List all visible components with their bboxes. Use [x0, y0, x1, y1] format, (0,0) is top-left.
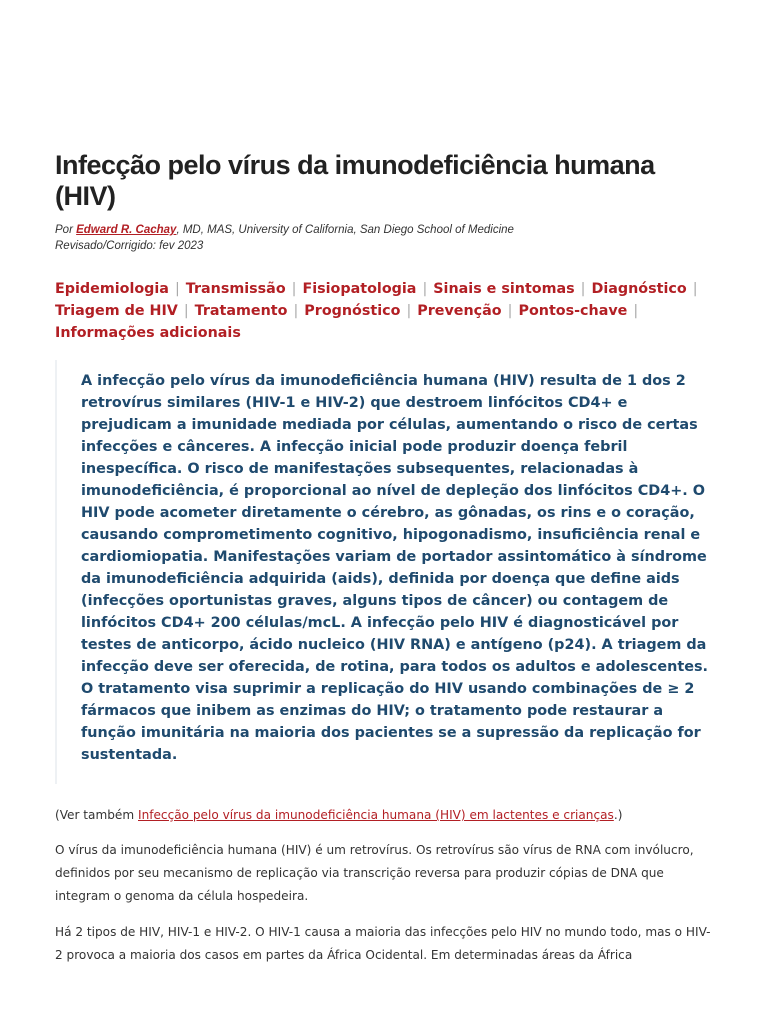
toc-link-fisiopatologia[interactable]: Fisiopatologia	[302, 281, 417, 297]
toc-link-triagem-de-hiv[interactable]: Triagem de HIV	[55, 303, 178, 319]
toc-link-transmissao[interactable]: Transmissão	[185, 281, 286, 297]
toc-separator: |	[633, 303, 639, 319]
author-link[interactable]: Edward R. Cachay	[76, 224, 177, 236]
author-details: , MD, MAS, University of California, San Diego School of Medicine	[176, 224, 514, 236]
toc-link-pontos-chave[interactable]: Pontos-chave	[518, 303, 628, 319]
see-also	[55, 804, 715, 826]
toc-link-epidemiologia[interactable]: Epidemiologia	[55, 281, 169, 297]
toc-separator: |	[507, 303, 513, 319]
toc-separator: |	[406, 303, 412, 319]
see-also-prefix: (Ver também	[55, 808, 138, 822]
body-paragraph: Há 2 tipos de HIV, HIV-1 e HIV-2. O HIV-1 causa a maioria das infecções pelo HIV no mundo todo, mas o HIV-2 provoca a maioria dos casos em partes da África Ocidental. Em determinadas áreas da África	[55, 925, 711, 962]
see-also-suffix: .)	[613, 808, 623, 822]
toc-link-prognostico[interactable]: Prognóstico	[304, 303, 401, 319]
toc-separator: |	[174, 281, 180, 297]
article	[55, 150, 715, 967]
summary-text: A infecção pelo vírus da imunodeficiência humana (HIV) resulta de 1 dos 2 retrovírus similares (HIV-1 e HIV-2) que destroem linfócitos CD4+ e prejudicam a imunidade mediada por células, aumentando o risco de certas infecções e cânceres. A infecção inicial pode produzir doença febril inespecífica. O risco de manifestações subsequentes, relacionadas à imunodeficiência, é proporcional ao nível de depleção dos linfócitos CD4+. O HIV pode acometer diretamente o cérebro, as gônadas, os rins e o coração, causando comprometimento cognitivo, hipogonadismo, insuficiência renal e cardiomiopatia. Manifestações variam de portador assintomático à síndrome da imunodeficiência adquirida (aids), definida por doença que define aids (infecções oportunistas graves, alguns tipos de câncer) ou contagem de linfócitos CD4+ 200 células/mcL. A infecção pelo HIV é diagnosticável por testes de anticorpo, ácido nucleico (HIV RNA) e antígeno (p24). A triagem da infecção deve ser oferecida, de rotina, para todos os adultos e adolescentes. O tratamento visa suprimir a replicação do HIV usando combinações de ≥ 2 fármacos que inibem as enzimas do HIV; o tratamento pode restaurar a função imunitária na maioria dos pacientes se a supressão da replicação for sustentada.	[81, 373, 709, 763]
toc-separator: |	[422, 281, 428, 297]
toc-link-prevencao[interactable]: Prevenção	[417, 303, 502, 319]
page-title: Infecção pelo vírus da imunodeficiência humana (HIV)	[55, 150, 655, 211]
toc-link-tratamento[interactable]: Tratamento	[194, 303, 288, 319]
revised-date: Revisado/Corrigido: fev 2023	[55, 240, 204, 252]
body-paragraph: O vírus da imunodeficiência humana (HIV) é um retrovírus. Os retrovírus são vírus de RNA com invólucro, definidos por seu mecanismo de replicação via transcrição reversa para produzir cópias de DNA que integram o genoma da célula hospedeira.	[55, 843, 694, 903]
toc-link-diagnostico[interactable]: Diagnóstico	[591, 281, 687, 297]
toc-separator: |	[692, 281, 698, 297]
see-also-link[interactable]: Infecção pelo vírus da imunodeficiência humana (HIV) em lactentes e crianças	[138, 808, 614, 822]
toc-link-informacoes-adicionais[interactable]: Informações adicionais	[55, 325, 241, 341]
toc-separator: |	[291, 281, 297, 297]
summary-box	[55, 360, 715, 784]
section-nav	[55, 278, 715, 344]
toc-separator: |	[293, 303, 299, 319]
byline-prefix: Por	[55, 224, 73, 236]
toc-separator: |	[183, 303, 189, 319]
toc-separator: |	[580, 281, 586, 297]
toc-link-sinais-e-sintomas[interactable]: Sinais e sintomas	[433, 281, 575, 297]
byline	[55, 222, 715, 254]
